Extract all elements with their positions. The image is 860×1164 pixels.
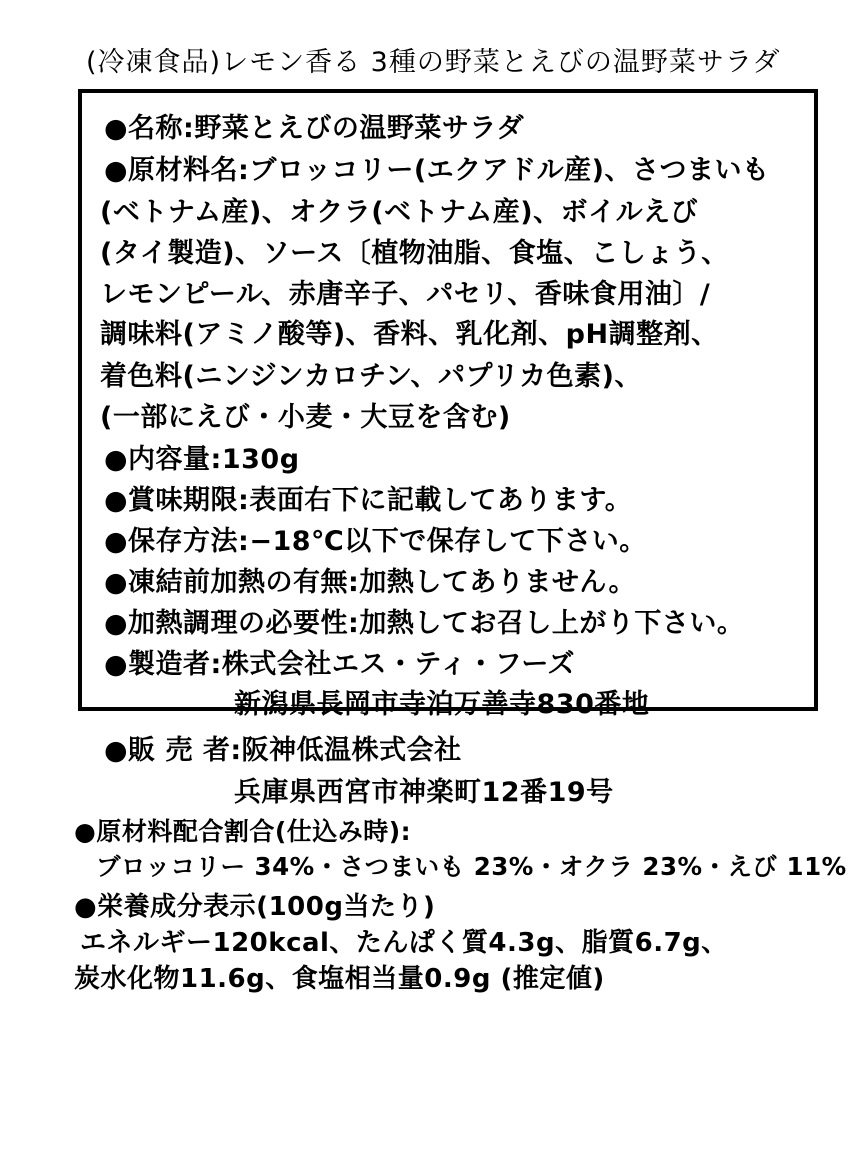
manufacturer: ●製造者:株式会社エス・ティ・フーズ	[104, 649, 576, 680]
nutrition-heading: ●栄養成分表示(100g当たり)	[74, 892, 436, 922]
nutrition-line-1: エネルギー120kcal、たんぱく質4.3g、脂質6.7g、	[80, 928, 728, 958]
content-amount: ●内容量:130g	[104, 444, 300, 475]
product-title: (冷凍食品)レモン香る 3種の野菜とえびの温野菜サラダ	[86, 47, 781, 78]
pre-freeze-heating: ●凍結前加熱の有無:加熱してありません。	[104, 567, 636, 598]
ingredients-line-6: 着色料(ニンジンカロチン、パプリカ色素)、	[100, 361, 642, 392]
best-before: ●賞味期限:表面右下に記載してあります。	[104, 485, 633, 516]
seller: ●販 売 者:阪神低温株式会社	[104, 735, 462, 766]
nutrition-line-2: 炭水化物11.6g、食塩相当量0.9g (推定値)	[74, 964, 605, 994]
ingredients-line-2: (ベトナム産)、オクラ(ベトナム産)、ボイルえび	[100, 197, 699, 228]
ingredients-line-7: (一部にえび・小麦・大豆を含む)	[100, 402, 511, 433]
ingredients-line-4: レモンピール、赤唐辛子、パセリ、香味食用油〕/	[100, 279, 711, 310]
ingredients-line-3: (タイ製造)、ソース〔植物油脂、食塩、こしょう、	[100, 238, 729, 269]
seller-address: 兵庫県西宮市神楽町12番19号	[234, 777, 614, 808]
storage-method: ●保存方法:−18℃以下で保存して下さい。	[104, 526, 647, 557]
ingredient-ratio-values: ブロッコリー 34%・さつまいも 23%・オクラ 23%・えび 11%	[96, 852, 847, 881]
ingredient-ratio-heading: ●原材料配合割合(仕込み時):	[74, 817, 412, 846]
ingredients-line-1: ●原材料名:ブロッコリー(エクアドル産)、さつまいも	[104, 155, 770, 186]
product-name: ●名称:野菜とえびの温野菜サラダ	[104, 113, 525, 144]
manufacturer-address: 新潟県長岡市寺泊万善寺830番地	[234, 689, 650, 720]
ingredients-line-5: 調味料(アミノ酸等)、香料、乳化剤、pH調整剤、	[100, 319, 719, 350]
cooking-required: ●加熱調理の必要性:加熱してお召し上がり下さい。	[104, 608, 745, 639]
